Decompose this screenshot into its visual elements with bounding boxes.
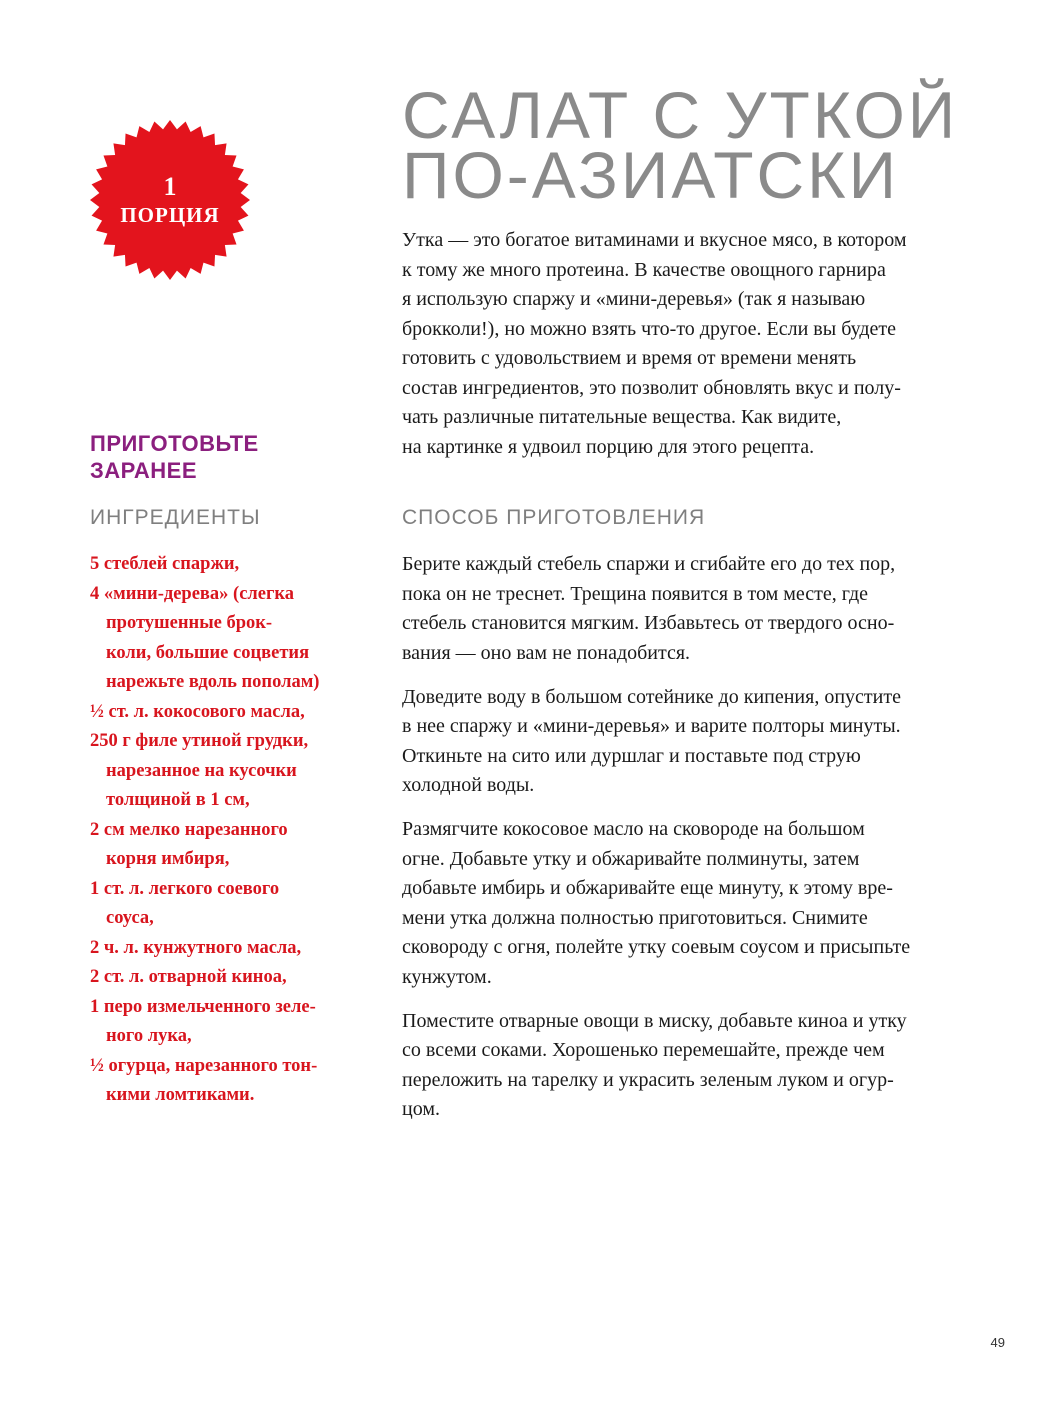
ingredient-line: толщиной в 1 см, <box>106 790 250 810</box>
ingredient-item <box>90 550 390 580</box>
method-step-line: пока он не треснет. Трещина появится в том месте, где <box>402 582 869 605</box>
intro-line: Утка — это богатое витаминами и вкусное мясо, в котором <box>402 229 907 251</box>
ingredient-item <box>90 727 390 816</box>
ingredient-line: соуса, <box>106 908 154 928</box>
intro-line: состав ингредиентов, это позволит обновлять вкус и полу- <box>402 376 901 399</box>
method-step <box>402 550 1022 668</box>
intro-line: брокколи!), но можно взять что-то другое. Если вы будете <box>402 317 897 340</box>
method-step <box>402 683 1022 801</box>
intro-line: на картинке я удвоил порцию для этого рецепта. <box>402 435 815 458</box>
ingredient-line: 1 ст. л. легкого соевого <box>90 878 280 899</box>
method-step-line: Откиньте на сито или дуршлаг и поставьте под струю <box>402 744 861 767</box>
intro-line: чать различные питательные вещества. Как видите, <box>402 406 842 428</box>
recipe-title-line-2: ПО-АЗИАТСКИ <box>402 138 900 212</box>
method-step-line: Доведите воду в большом сотейнике до кипения, опустите <box>402 685 901 708</box>
ingredients-list <box>90 550 390 1111</box>
ingredient-line: кими ломтиками. <box>106 1085 255 1105</box>
ingredient-line: нарезанное на кусочки <box>106 760 297 781</box>
ingredient-line: протушенные брок- <box>106 613 273 633</box>
method-heading: СПОСОБ ПРИГОТОВЛЕНИЯ <box>402 506 706 529</box>
method-step-line: в нее спаржу и «мини-деревья» и варите полторы минуты. <box>402 715 901 737</box>
ingredient-line: ного лука, <box>106 1026 192 1046</box>
method-step-line: мени утка должна полностью приготовиться. Снимите <box>402 906 868 929</box>
ingredient-line: ½ огурца, нарезанного тон- <box>90 1055 318 1076</box>
method-step-line: добавьте имбирь и обжаривайте еще минуту, к этому вре- <box>402 877 893 899</box>
ingredient-line: нарежьте вдоль пополам) <box>106 672 320 692</box>
intro-line: к тому же много протеина. В качестве овощного гарнира <box>402 258 886 281</box>
method-step-line: кунжутом. <box>402 965 492 988</box>
ingredient-line: ½ ст. л. кокосового масла, <box>90 701 305 722</box>
method-step-line: стебель становится мягким. Избавьтесь от твердого осно- <box>402 612 895 634</box>
method-step-line: огне. Добавьте утку и обжаривайте полминуты, затем <box>402 847 860 870</box>
ingredient-line: 1 перо измельченного зеле- <box>90 996 316 1017</box>
ingredient-line: 4 «мини-дерева» (слегка <box>90 583 295 604</box>
ingredient-item <box>90 816 390 875</box>
ingredient-item <box>90 875 390 934</box>
page-number: 49 <box>990 1335 1005 1350</box>
intro-paragraph <box>402 226 1022 462</box>
ingredient-line: 250 г филе утиной грудки, <box>90 731 309 751</box>
method-step-line: холодной воды. <box>402 774 535 796</box>
method-step-line: Размягчите кокосовое масло на сковороде на большом <box>402 818 865 840</box>
servings-badge <box>90 120 250 280</box>
ingredient-line: корня имбиря, <box>106 849 230 869</box>
prep-ahead-line-1: ПРИГОТОВЬТЕ <box>90 431 259 456</box>
ingredient-line: 5 стеблей спаржи, <box>90 554 240 574</box>
ingredients-heading: ИНГРЕДИЕНТЫ <box>90 506 261 529</box>
method-step-line: со всеми соками. Хорошенько перемешайте, прежде чем <box>402 1039 885 1061</box>
method-steps <box>402 550 1022 1139</box>
ingredient-line: 2 см мелко нарезанного <box>90 819 288 840</box>
ingredient-item <box>90 1052 390 1111</box>
ingredient-item <box>90 934 390 964</box>
badge-number: 1 <box>163 172 177 201</box>
method-step <box>402 1007 1022 1125</box>
ingredient-item <box>90 963 390 993</box>
ingredient-line: коли, большие соцветия <box>106 642 310 663</box>
badge-label: ПОРЦИЯ <box>120 203 220 227</box>
method-step-line: Поместите отварные овощи в миску, добавьте киноа и утку <box>402 1009 907 1032</box>
intro-line: я использую спаржу и «мини-деревья» (так я называю <box>402 288 866 310</box>
prep-ahead-heading <box>90 430 350 484</box>
method-step <box>402 815 1022 992</box>
method-step-line: вания — оно вам не понадобится. <box>402 641 691 664</box>
ingredient-item <box>90 580 390 698</box>
method-step-line: сковороду с огня, полейте утку соевым соусом и присыпьте <box>402 936 911 958</box>
ingredient-line: 2 ст. л. отварной киноа, <box>90 967 287 987</box>
method-step-line: цом. <box>402 1098 440 1120</box>
recipe-title-line-1: САЛАТ С УТКОЙ <box>402 78 959 152</box>
method-step-line: переложить на тарелку и украсить зеленым луком и огур- <box>402 1068 894 1091</box>
ingredient-line: 2 ч. л. кунжутного масла, <box>90 937 302 958</box>
ingredient-item <box>90 698 390 728</box>
prep-ahead-line-2: ЗАРАНЕЕ <box>90 458 198 483</box>
method-step-line: Берите каждый стебель спаржи и сгибайте его до тех пор, <box>402 553 896 575</box>
intro-line: готовить с удовольствием и время от времени менять <box>402 347 857 369</box>
ingredient-item <box>90 993 390 1052</box>
